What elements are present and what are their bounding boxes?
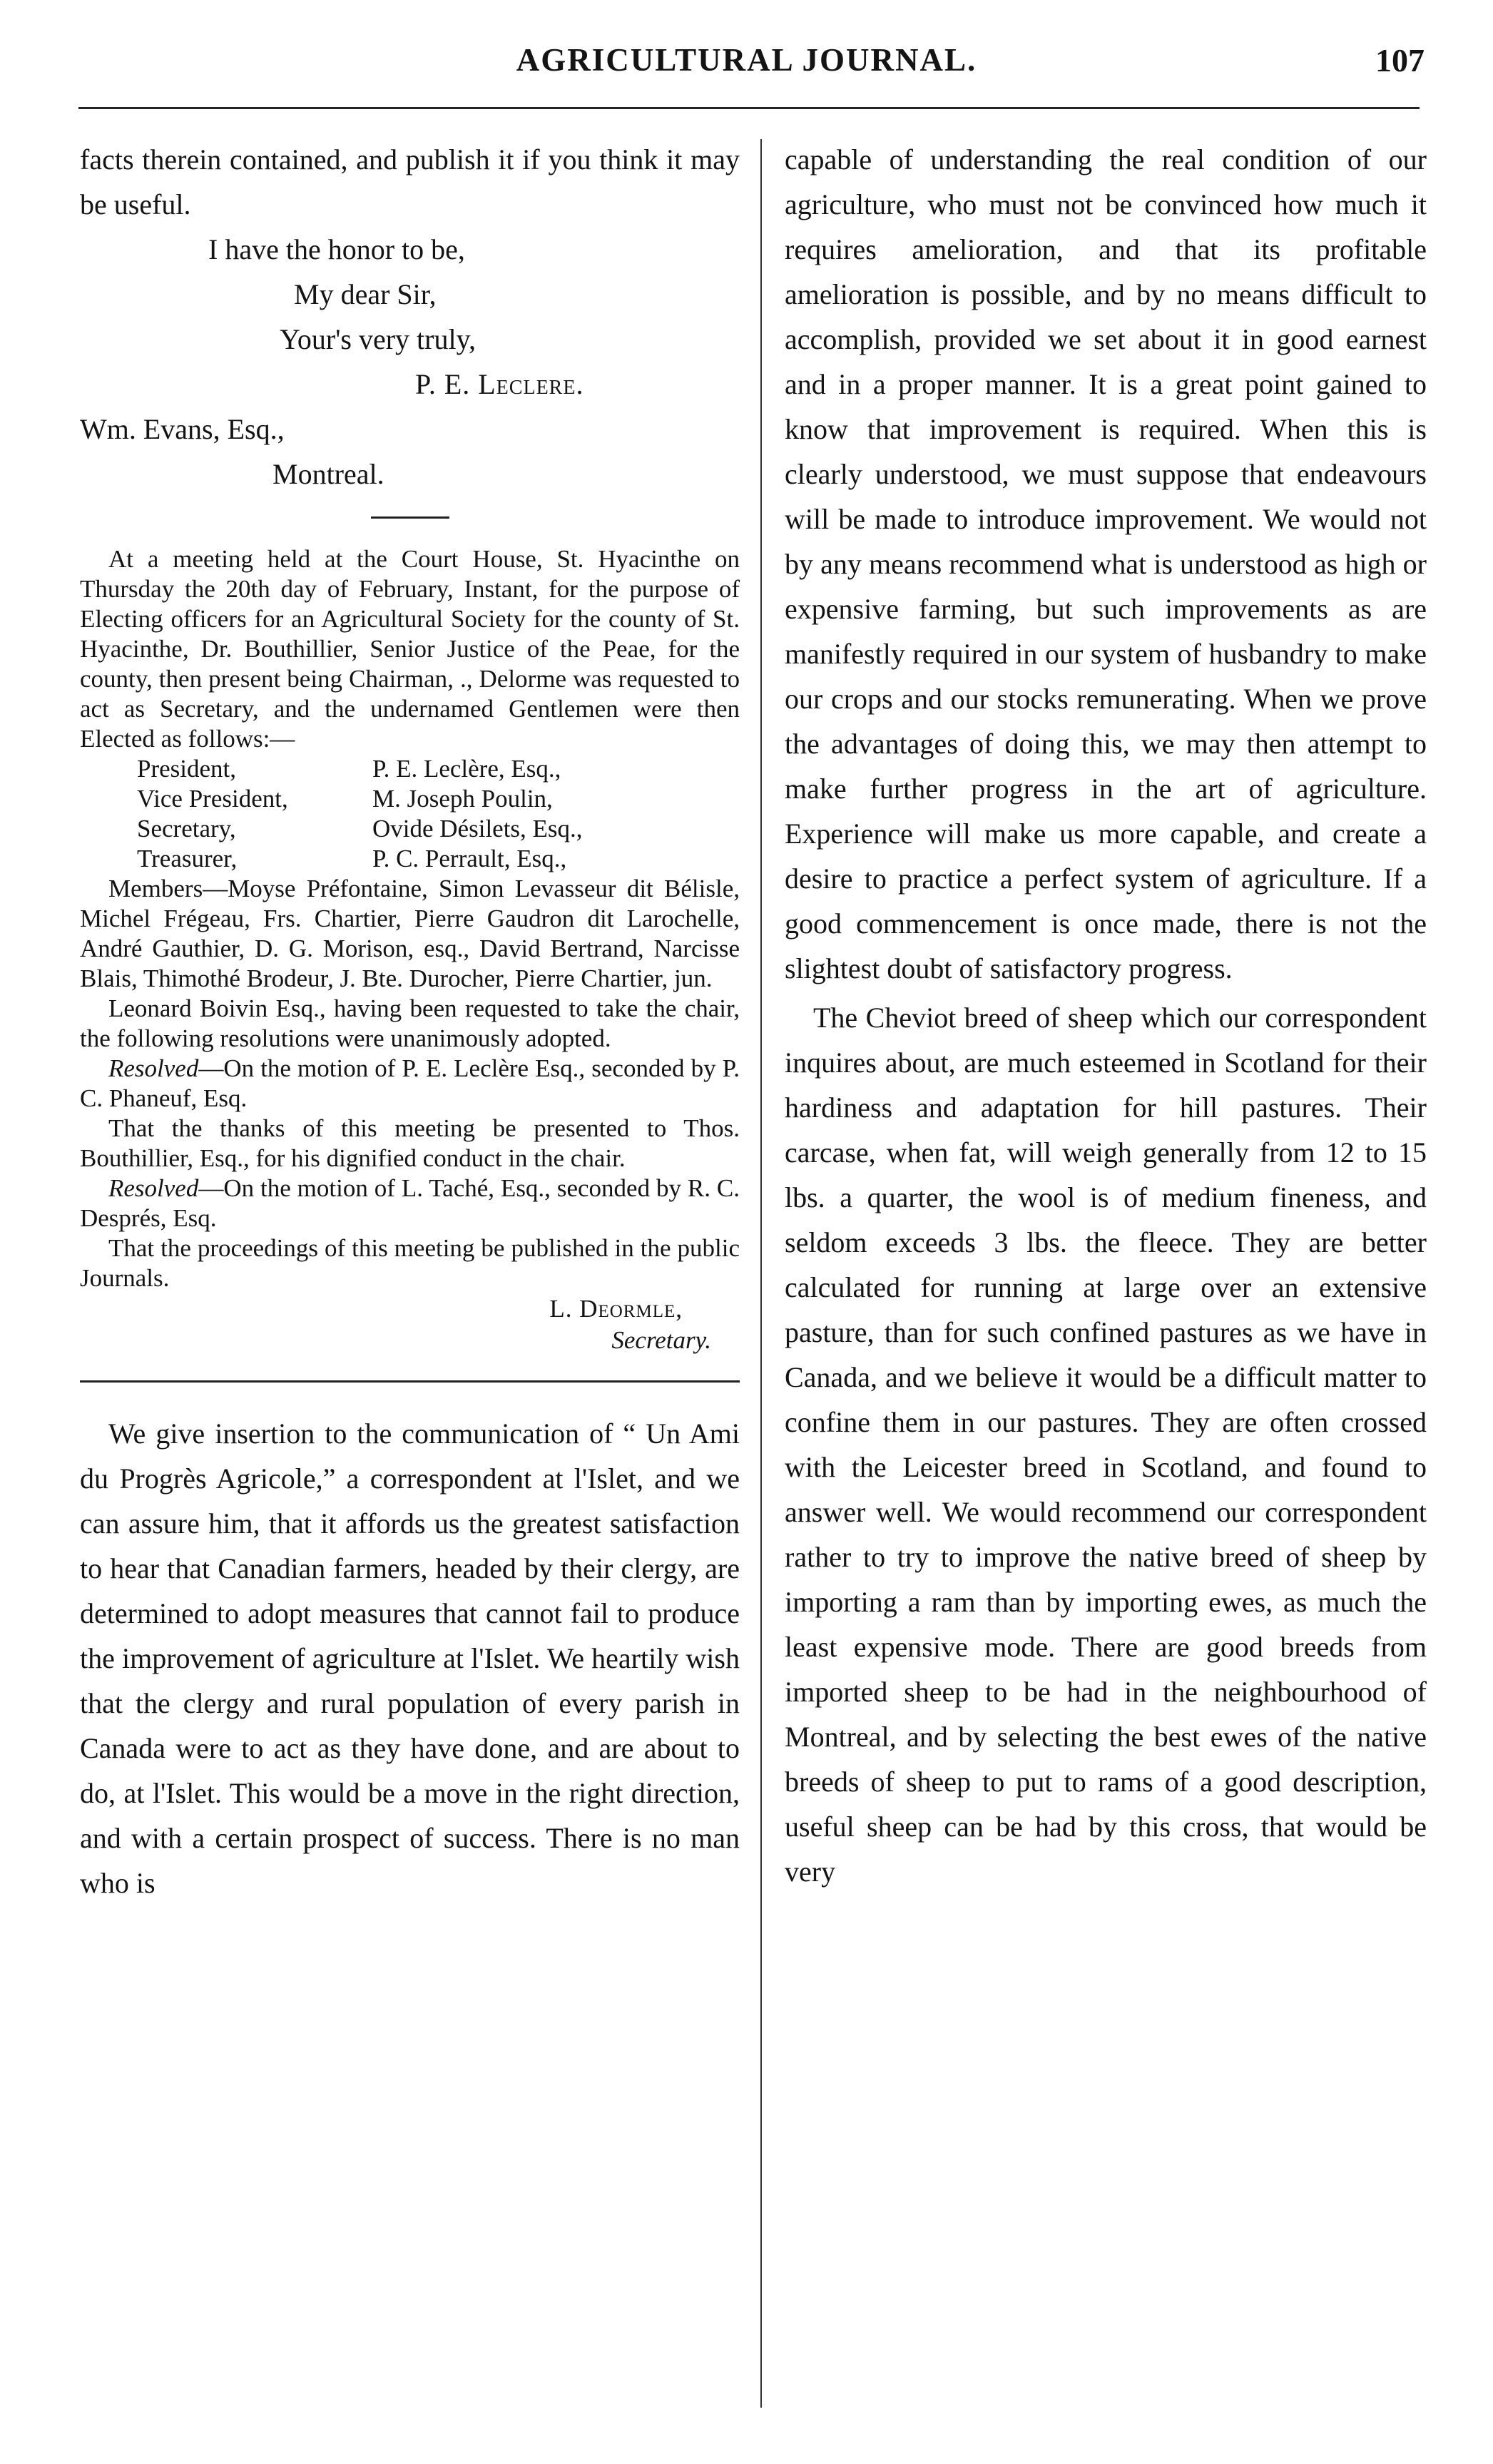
letter-end-paragraph: facts therein contained, and publish it if you think it may be useful. (80, 143, 740, 220)
thanks-paragraph: That the thanks of this meeting be presented to Thos. Bouthillier, Esq., for his dignified conduct in the chair. (80, 1114, 740, 1172)
resolved-label: Resolved (108, 1054, 199, 1082)
left-column (80, 137, 740, 1905)
officer-row (80, 754, 740, 784)
letter-addressee-place: Montreal. (272, 458, 384, 490)
editorial-paragraph: We give insertion to the communication of “ Un Ami du Progrès Agricole,” a correspondent at l'Islet, and we can assure him, that it affords us the greatest satisfaction to hear that Canadian farmers, headed by their clergy, are determined to adopt measures that cannot fail to produce the improvement of agriculture at l'Islet. We heartily wish that the clergy and rural population of every parish in Canada were to act as they have done, and are about to do, at l'Islet. This would be a move in the right direction, and with a certain prospect of success. There is no man who is (80, 1417, 740, 1899)
resolution-1 (80, 1054, 740, 1114)
officer-name: Ovide Désilets, Esq., (372, 815, 583, 842)
officer-name: P. C. Perrault, Esq., (372, 845, 567, 872)
secretary-title: Secretary. (611, 1326, 711, 1354)
proceedings-paragraph: That the proceedings of this meeting be published in the public Journals. (80, 1234, 740, 1292)
column-divider (760, 139, 762, 2408)
running-title: AGRICULTURAL JOURNAL. (516, 42, 977, 78)
officer-row (80, 784, 740, 814)
officer-role: President, (137, 755, 237, 783)
officer-role: Treasurer, (137, 845, 238, 872)
officer-row (80, 814, 740, 844)
secretary-signature: L. Deormle, (549, 1295, 683, 1323)
meeting-paragraph: At a meeting held at the Court House, St. Hyacinthe on Thursday the 20th day of February, Instant, for the purpose of Electing officers for an Agricultural Society for the county of St. Hyacinthe, Dr. Bouthillier, Senior Justice of the Peae, for the county, then present being Chairman, ., Delorme was requested to act as Secretary, and the undernamed Gentlemen were then Elected as follows:— (80, 545, 740, 753)
resolved-label: Resolved (108, 1174, 199, 1202)
letter-valediction: Your's very truly, (280, 323, 476, 355)
resolution-1-text: —On the motion of P. E. Leclère Esq., seconded by P. C. Phaneuf, Esq. (80, 1054, 740, 1112)
officer-role: Vice President, (137, 785, 288, 813)
page-number: 107 (1375, 42, 1425, 78)
resolution-2-text: —On the motion of L. Taché, Esq., seconded by R. C. Després, Esq. (80, 1174, 740, 1232)
right-column (785, 137, 1427, 1894)
header-rule (78, 107, 1420, 109)
officer-name: M. Joseph Poulin, (372, 785, 553, 813)
running-head (0, 41, 1493, 84)
resolution-2 (80, 1174, 740, 1233)
officer-name: P. E. Leclère, Esq., (372, 755, 561, 783)
letter-addressee: Wm. Evans, Esq., (80, 413, 285, 445)
editorial-continuation: capable of understanding the real condition of our agriculture, who must not be convinced how much it requires amelioration, and that its profitable amelioration is possible, and by no means difficult to accomplish, provided we set about it in good earnest and in a proper manner. It is a great point gained to know that improvement is required. When this is clearly understood, we must suppose that endeavours will be made to introduce improvement. We would not by any means recommend what is understood as high or expensive farming, but such improvements as are manifestly required in our system of husbandry to make our crops and our stocks remunerating. When we prove the advantages of doing this, we may then attempt to make further progress in the art of agriculture. Experience will make us more capable, and create a desire to practice a perfect system of agriculture. If a good commencement is once made, there is not the slightest doubt of satisfactory progress. (785, 143, 1427, 984)
short-divider (371, 516, 449, 519)
officers-list (80, 754, 740, 874)
letter-signature: P. E. Leclere. (415, 368, 584, 400)
officer-role: Secretary, (137, 815, 236, 842)
meeting-report (80, 544, 740, 1293)
cheviot-sheep-paragraph: The Cheviot breed of sheep which our correspondent inquires about, are much esteemed in Scotland for their hardiness and adaptation for hill pastures. Their carcase, when fat, will weigh generally from 12 to 15 lbs. a quarter, the wool is of medium fineness, and seldom exceeds 3 lbs. the fleece. They are better calculated for running at large over an extensive pasture, than for such confined pastures as we have in Canada, and we believe it would be a difficult matter to confine them in our pastures. They are often crossed with the Leicester breed in Scotland, and found to answer well. We would recommend our correspondent rather to try to improve the native breed of sheep by importing a ram than by importing ewes, as much the least expensive mode. There are good breeds from imported sheep to be had in the neighbourhood of Montreal, and by selecting the best ewes of the native breeds of sheep to put to rams of a good description, useful sheep can be had by this cross, that would be very (785, 1002, 1427, 1888)
officer-row (80, 844, 740, 874)
letter-salutation: My dear Sir, (294, 278, 437, 310)
members-paragraph: Members—Moyse Préfontaine, Simon Levasseur dit Bélisle, Michel Frégeau, Frs. Chartier, Pierre Gaudron dit Larochelle, André Gauthier, D. G. Morison, esq., David Bertrand, Narcisse Blais, Thimothé Brodeur, J. Bte. Durocher, Pierre Chartier, jun. (80, 875, 740, 992)
chair-paragraph: Leonard Boivin Esq., having been requested to take the chair, the following resolutions were unanimously adopted. (80, 994, 740, 1052)
section-divider (80, 1380, 740, 1383)
letter-closing-line: I have the honor to be, (208, 233, 465, 265)
